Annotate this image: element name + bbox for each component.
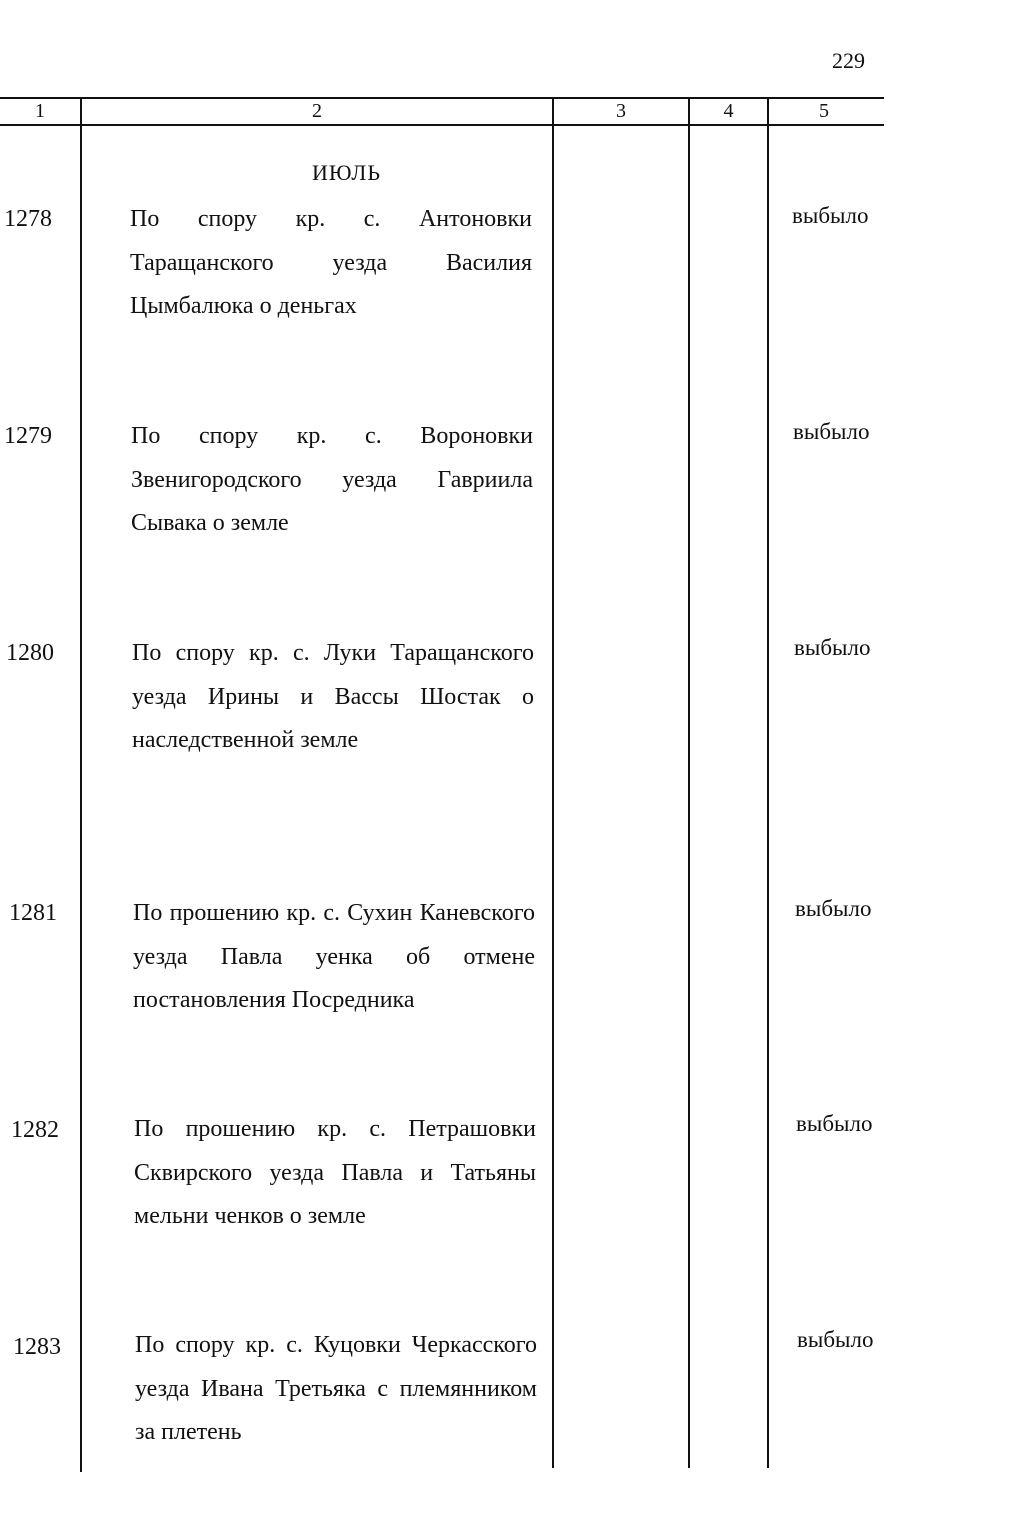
entry-status: выбыло bbox=[796, 1111, 873, 1136]
header-bottom-rule bbox=[0, 124, 884, 126]
entry-description: По прошению кр. с. Петрашовки Сквирского уезда Павла и Татьяны мельни ченков о земле bbox=[134, 1116, 536, 1229]
column-header-1: 1 bbox=[35, 100, 45, 122]
entry-status: выбыло bbox=[792, 203, 869, 228]
entry-status: выбыло bbox=[797, 1327, 874, 1352]
section-title: ИЮЛЬ bbox=[312, 160, 381, 185]
entry-description: По прошению кр. с. Сухин Каневского уезда Павла уенка об отмене постановления Посредника bbox=[133, 900, 535, 1013]
table-top-rule bbox=[0, 97, 884, 99]
entry-number: 1279 bbox=[4, 423, 52, 449]
entry-status: выбыло bbox=[795, 896, 872, 921]
entry-number: 1278 bbox=[4, 206, 52, 232]
entry-description: По спору кр. с. Вороновки Звенигородского уезда Гавриила Сывака о земле bbox=[131, 423, 533, 536]
column-divider-2-3 bbox=[552, 97, 554, 1468]
page-number: 229 bbox=[832, 48, 865, 73]
entry-description: По спору кр. с. Куцовки Черкасского уезда Ивана Третьяка с племянником за плетень bbox=[135, 1332, 537, 1445]
entry-number: 1282 bbox=[11, 1117, 59, 1143]
column-header-4: 4 bbox=[723, 100, 734, 122]
column-header-2: 2 bbox=[312, 100, 322, 122]
entry-number: 1281 bbox=[9, 900, 57, 926]
entry-description: По спору кр. с. Антоновки Таращанского уезда Василия Цымбалюка о деньгах bbox=[130, 206, 532, 319]
entry-number: 1280 bbox=[6, 640, 54, 666]
entry-description: По спору кр. с. Луки Таращанского уезда Ирины и Вассы Шостак о наследственной земле bbox=[132, 640, 534, 753]
column-divider-4-5 bbox=[767, 97, 769, 1468]
entry-status: выбыло bbox=[793, 419, 870, 444]
column-divider-1-2 bbox=[80, 97, 82, 1472]
column-header-3: 3 bbox=[616, 100, 626, 122]
entry-number: 1283 bbox=[13, 1334, 61, 1360]
column-divider-3-4 bbox=[688, 97, 690, 1468]
column-header-5: 5 bbox=[819, 100, 829, 122]
entry-status: выбыло bbox=[794, 635, 871, 660]
